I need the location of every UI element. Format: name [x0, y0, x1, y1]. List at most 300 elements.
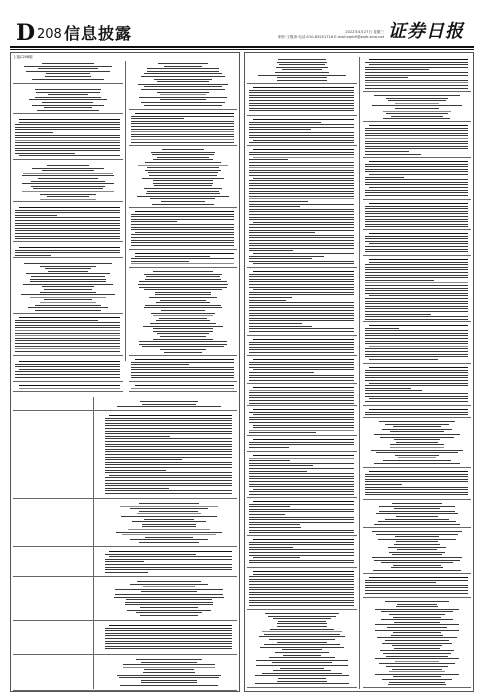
text-line	[44, 289, 93, 290]
text-line	[365, 216, 468, 217]
text-line	[365, 241, 468, 242]
text-line	[131, 214, 234, 215]
text-line	[31, 181, 105, 182]
text-line	[374, 463, 460, 464]
text-line	[32, 168, 104, 169]
text-line	[258, 75, 345, 76]
text-line	[273, 670, 330, 671]
text-line	[395, 108, 439, 109]
text-line	[390, 444, 445, 445]
text-line	[158, 63, 207, 64]
text-line	[105, 457, 232, 458]
text-line	[141, 76, 225, 77]
text-line	[365, 171, 468, 172]
text-line	[395, 661, 439, 662]
text-line	[365, 62, 468, 63]
text-line	[249, 412, 354, 413]
text-line	[249, 555, 354, 556]
text-line	[131, 227, 234, 228]
text-line	[249, 522, 354, 523]
text-line	[277, 642, 326, 643]
text-line	[142, 178, 224, 179]
text-line	[278, 59, 325, 60]
text-line	[283, 655, 322, 656]
text-line	[365, 343, 468, 344]
text-line	[277, 623, 327, 624]
text-line	[144, 307, 221, 308]
text-line	[161, 310, 206, 311]
text-line	[376, 513, 459, 514]
text-line	[131, 219, 234, 220]
text-line	[15, 228, 120, 229]
text-line	[253, 222, 354, 223]
text-line	[139, 542, 199, 543]
text-line	[157, 157, 209, 158]
text-line	[383, 111, 451, 112]
text-line	[42, 63, 94, 64]
text-line	[253, 178, 354, 179]
text-line	[249, 191, 354, 192]
text-line	[141, 102, 225, 103]
text-line	[365, 390, 422, 391]
text-line	[249, 152, 354, 153]
block-divider	[247, 115, 357, 116]
block-divider	[13, 241, 123, 242]
text-line	[30, 281, 106, 282]
text-line	[369, 325, 468, 326]
text-line	[394, 508, 439, 509]
text-line	[249, 352, 354, 353]
text-line	[374, 524, 460, 525]
text-line	[15, 364, 120, 365]
text-line	[365, 82, 468, 83]
text-line	[365, 590, 468, 591]
text-line	[40, 266, 95, 267]
text-line	[393, 426, 440, 427]
text-line	[105, 472, 232, 473]
text-line	[385, 601, 450, 602]
text-line	[105, 635, 232, 636]
block-divider	[363, 121, 471, 122]
text-line	[249, 517, 354, 518]
text-line	[15, 230, 120, 231]
left-announcement-panel	[10, 52, 240, 692]
text-line	[249, 162, 354, 163]
text-line	[365, 264, 468, 265]
text-line	[249, 362, 354, 363]
text-line	[105, 451, 232, 452]
text-line	[365, 77, 408, 78]
text-line	[105, 470, 166, 471]
text-line	[365, 351, 468, 352]
text-line	[131, 240, 234, 241]
text-line	[131, 129, 234, 130]
text-line	[249, 481, 354, 482]
text-line	[365, 288, 468, 289]
text-line	[249, 193, 354, 194]
text-line	[249, 237, 354, 238]
text-line	[365, 192, 468, 193]
text-line	[137, 196, 229, 197]
text-line	[249, 315, 354, 316]
text-line	[15, 140, 120, 141]
text-line	[365, 492, 468, 493]
text-line	[135, 113, 234, 114]
block-divider	[363, 321, 471, 322]
text-line	[365, 487, 468, 488]
text-line	[151, 152, 216, 153]
text-line	[126, 599, 213, 600]
block-divider	[129, 249, 237, 250]
text-line	[277, 626, 326, 627]
text-line	[385, 519, 449, 520]
text-line	[123, 667, 216, 668]
text-line	[131, 388, 234, 389]
text-line	[153, 331, 213, 332]
text-line	[45, 76, 91, 77]
text-line	[138, 84, 228, 85]
text-line	[249, 600, 354, 601]
text-line	[365, 303, 468, 304]
text-line	[383, 118, 450, 119]
text-line	[15, 348, 120, 349]
text-line	[249, 245, 354, 246]
block-divider	[363, 573, 471, 574]
text-line	[164, 352, 202, 353]
text-line	[365, 221, 468, 222]
text-line	[15, 366, 120, 367]
text-line	[249, 468, 354, 469]
text-line	[15, 371, 120, 372]
text-line	[15, 132, 53, 133]
text-line	[249, 372, 314, 373]
text-line	[15, 223, 120, 224]
text-line	[249, 560, 354, 561]
text-line	[249, 175, 354, 176]
text-line	[15, 325, 120, 326]
text-line	[105, 425, 232, 426]
text-line	[365, 133, 468, 134]
text-line	[262, 673, 342, 674]
text-line	[15, 346, 120, 347]
text-line	[249, 344, 354, 345]
text-line	[131, 142, 234, 143]
text-line	[15, 338, 120, 339]
text-line	[365, 151, 409, 152]
text-line	[365, 335, 468, 336]
text-line	[249, 364, 354, 365]
block-divider	[363, 91, 471, 92]
header-meta	[278, 30, 384, 40]
text-line	[369, 59, 468, 60]
text-line	[365, 319, 468, 320]
text-line	[249, 430, 354, 431]
text-line	[365, 412, 468, 413]
text-line	[392, 645, 442, 646]
text-line	[365, 148, 468, 149]
text-line	[272, 662, 333, 663]
text-line	[249, 198, 354, 199]
text-line	[249, 170, 354, 171]
text-line	[105, 441, 232, 442]
text-line	[161, 201, 205, 202]
text-line	[373, 570, 461, 571]
text-line	[365, 67, 468, 68]
text-line	[365, 251, 468, 252]
text-line	[380, 437, 454, 438]
column-divider	[93, 397, 94, 689]
text-line	[265, 613, 339, 614]
text-line	[115, 589, 224, 590]
text-line	[389, 614, 445, 615]
text-line	[249, 320, 354, 321]
text-line	[141, 591, 198, 592]
text-line	[383, 460, 451, 461]
text-line	[365, 476, 468, 477]
text-line	[249, 532, 354, 533]
text-line	[15, 320, 98, 321]
text-line	[105, 436, 170, 437]
text-line	[395, 103, 439, 104]
text-line	[249, 204, 354, 205]
text-line	[105, 628, 232, 629]
text-line	[365, 587, 468, 588]
text-line	[365, 356, 468, 357]
text-line	[253, 455, 354, 456]
text-line	[365, 72, 468, 73]
text-line	[376, 534, 458, 535]
text-line	[139, 511, 198, 512]
text-line	[31, 276, 105, 277]
text-line	[249, 432, 316, 433]
text-line	[365, 377, 468, 378]
text-line	[131, 258, 234, 259]
text-line	[22, 175, 113, 176]
text-line	[19, 247, 120, 248]
text-line	[249, 442, 354, 443]
text-line	[249, 589, 354, 590]
block-divider	[13, 654, 237, 655]
text-line	[249, 256, 324, 257]
block-divider	[247, 405, 357, 406]
text-line	[157, 81, 209, 82]
text-line	[386, 113, 449, 114]
masthead	[10, 6, 474, 44]
text-line	[253, 501, 354, 502]
text-line	[19, 317, 120, 318]
text-line	[160, 94, 205, 95]
text-line	[253, 571, 354, 572]
text-line	[365, 474, 468, 475]
text-line	[156, 320, 209, 321]
text-line	[131, 263, 234, 264]
text-line	[105, 477, 232, 478]
text-line	[139, 344, 227, 345]
text-line	[19, 388, 120, 389]
text-line	[365, 354, 468, 355]
text-line	[37, 110, 99, 111]
text-line	[15, 238, 120, 239]
text-line	[277, 62, 327, 63]
text-line	[393, 676, 441, 677]
text-line	[386, 656, 447, 657]
block-divider	[129, 391, 237, 392]
text-line	[282, 69, 323, 70]
text-line	[365, 372, 468, 373]
text-line	[142, 524, 196, 525]
text-line	[136, 612, 202, 613]
text-line	[369, 233, 468, 234]
text-line	[153, 271, 213, 272]
text-line	[249, 326, 312, 327]
text-line	[249, 342, 354, 343]
text-line	[249, 422, 354, 423]
text-line	[131, 237, 234, 238]
text-line	[249, 390, 354, 391]
text-line	[375, 658, 459, 659]
text-line	[365, 330, 468, 331]
text-line	[144, 274, 223, 275]
text-line	[148, 172, 217, 173]
text-line	[249, 447, 289, 448]
text-line	[249, 219, 354, 220]
text-line	[15, 217, 120, 218]
text-line	[35, 97, 102, 98]
block-divider	[247, 383, 357, 384]
text-line	[122, 534, 216, 535]
text-line	[249, 331, 354, 332]
text-line	[105, 643, 232, 644]
block-divider	[247, 145, 357, 146]
text-line	[369, 409, 468, 410]
text-line	[249, 349, 354, 350]
text-line	[253, 149, 354, 150]
text-line	[365, 75, 468, 76]
text-line	[249, 544, 354, 545]
text-line	[131, 245, 234, 246]
text-line	[365, 138, 468, 139]
text-line	[153, 159, 213, 160]
text-line	[249, 514, 285, 515]
text-line	[153, 315, 213, 316]
text-line	[138, 284, 228, 285]
text-line	[369, 346, 468, 347]
text-line	[372, 105, 461, 106]
block-divider	[13, 313, 123, 314]
text-line	[280, 668, 324, 669]
text-line	[145, 162, 221, 163]
text-line	[394, 648, 439, 649]
text-line	[393, 565, 442, 566]
text-line	[105, 488, 169, 489]
text-line	[264, 634, 341, 635]
text-line	[15, 137, 120, 138]
text-line	[44, 299, 91, 300]
text-line	[386, 98, 447, 99]
text-line	[131, 121, 234, 122]
text-line	[260, 647, 344, 648]
text-line	[146, 193, 221, 194]
text-line	[249, 328, 354, 329]
block-divider	[247, 355, 357, 356]
text-line	[365, 333, 468, 334]
body-area	[10, 52, 474, 692]
text-line	[105, 648, 232, 649]
text-line	[15, 236, 120, 237]
text-line	[365, 182, 468, 183]
text-line	[365, 484, 402, 485]
block-divider	[247, 535, 357, 536]
text-line	[275, 652, 328, 653]
text-line	[249, 576, 354, 577]
text-line	[369, 359, 438, 360]
block-divider	[129, 145, 237, 146]
text-line	[392, 554, 443, 555]
text-line	[249, 90, 354, 91]
text-line	[15, 135, 120, 136]
text-line	[249, 587, 354, 588]
block-divider	[13, 355, 123, 356]
text-line	[381, 611, 452, 612]
text-line	[105, 431, 232, 432]
text-line	[365, 166, 468, 167]
block-divider	[247, 267, 357, 268]
block-divider	[13, 498, 237, 499]
section-title: 信息披露	[64, 24, 133, 43]
text-line	[385, 424, 448, 425]
text-line	[15, 148, 120, 149]
text-line	[144, 105, 221, 106]
text-line	[365, 301, 468, 302]
block-divider	[129, 207, 237, 208]
text-line	[253, 119, 354, 120]
text-line	[147, 191, 219, 192]
text-line	[105, 638, 232, 639]
text-line	[365, 135, 468, 136]
text-line	[131, 369, 234, 370]
text-line	[109, 556, 232, 557]
text-line	[131, 139, 234, 140]
text-line	[249, 279, 354, 280]
text-line	[105, 423, 232, 424]
text-line	[35, 305, 101, 306]
text-line	[379, 421, 455, 422]
text-line	[105, 567, 232, 568]
text-line	[365, 143, 468, 144]
text-line	[253, 427, 354, 428]
text-line	[249, 476, 354, 477]
text-line	[141, 682, 198, 683]
text-line	[140, 615, 197, 616]
block-divider	[13, 381, 123, 382]
text-line	[115, 594, 222, 595]
text-line	[153, 180, 212, 181]
text-line	[142, 346, 224, 347]
text-line	[160, 349, 207, 350]
text-line	[47, 196, 89, 197]
text-line	[369, 262, 468, 263]
text-line	[256, 665, 347, 666]
text-line	[128, 529, 211, 530]
text-line	[23, 284, 113, 285]
text-line	[365, 481, 468, 482]
block-divider	[247, 687, 357, 688]
text-line	[249, 122, 321, 123]
text-line	[365, 128, 468, 129]
text-line	[137, 513, 201, 514]
text-line	[249, 486, 354, 487]
block-divider	[363, 499, 471, 500]
